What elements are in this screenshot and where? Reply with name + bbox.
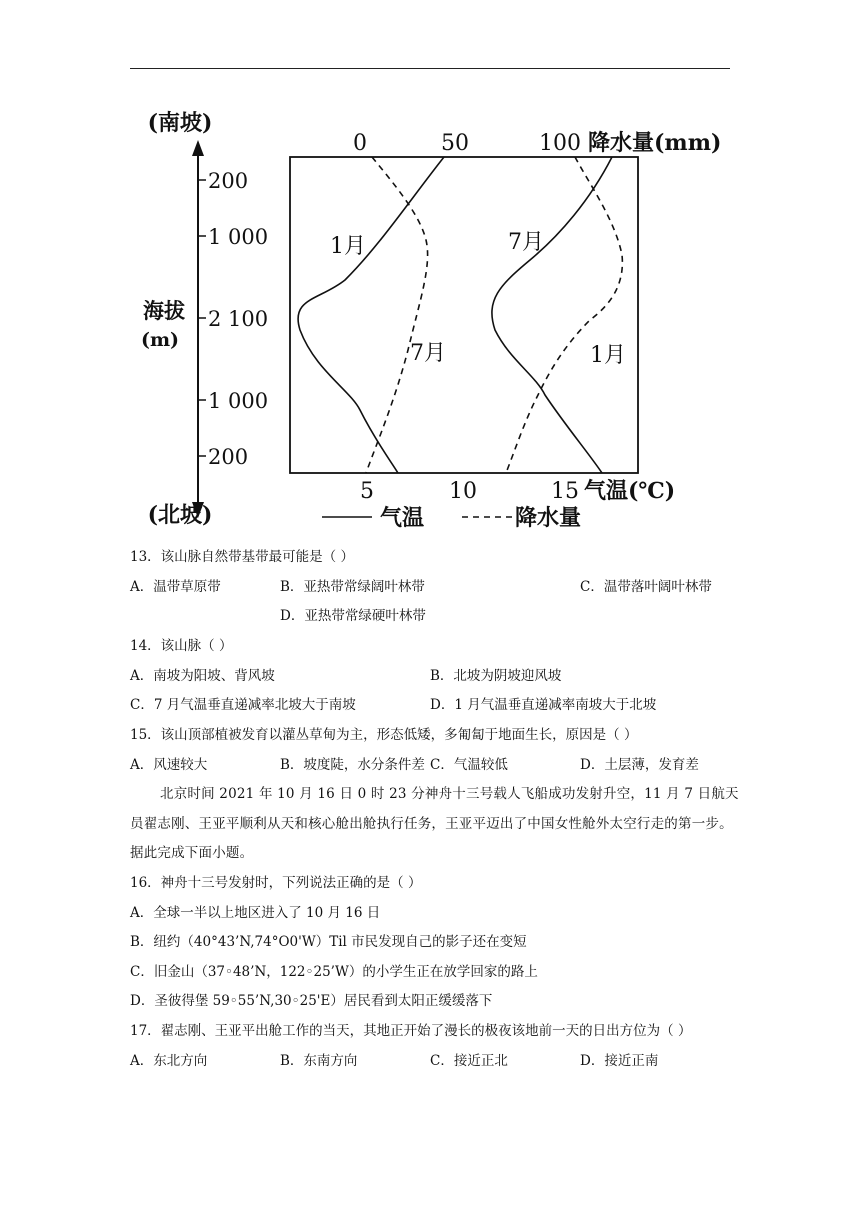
q16-option-c[interactable]: C．旧金山（37◦48’N，122◦25’W）的小学生正在放学回家的路上: [130, 964, 538, 980]
reading-passage: 北京时间 2021 年 10 月 16 日 0 时 23 分神舟十三号载人飞船成功发射升空，11 月 7 日航天员翟志刚、王亚平顺利从天和核心舱出舱执行任务，王亚平迈出了中国女性舱外太空行走的第一步。据此完成下面小题。: [130, 786, 739, 861]
temp-tick-label: 5: [360, 479, 374, 504]
precip-tick-label: 100: [539, 131, 581, 156]
altitude-tick-label: 1 000: [208, 389, 269, 413]
temp-curve-jan: [298, 157, 444, 473]
q13-option-a[interactable]: A．温带草原带: [130, 579, 221, 595]
question-17-stem: 17．翟志刚、王亚平出舱工作的当天，其地正开始了漫长的极夜该地前一天的日出方位为（ ）: [130, 1023, 692, 1039]
q13-option-d[interactable]: D．亚热带常绿硬叶林带: [280, 608, 426, 624]
altitude-tick-label: 200: [208, 445, 249, 469]
question-15-stem: 15．该山顶部植被发育以灌丛草甸为主，形态低矮，多匍匐于地面生长，原因是（ ）: [130, 727, 638, 743]
precip-curve-jul: [366, 157, 428, 473]
label-precip-jul: 7月: [410, 341, 446, 366]
south-slope-label: (南坡): [147, 110, 213, 136]
precip-axis-title: 降水量(mm): [588, 130, 722, 156]
q14-option-d[interactable]: D．1 月气温垂直递减率南坡大于北坡: [430, 697, 657, 713]
temp-tick-label: 15: [551, 479, 579, 504]
north-slope-label: (北坡): [147, 502, 213, 528]
temp-curve-jul: [492, 157, 612, 473]
q17-option-c[interactable]: C．接近正北: [430, 1053, 508, 1069]
plot-frame: [290, 157, 638, 473]
q14-option-c[interactable]: C．7 月气温垂直递减率北坡大于南坡: [130, 697, 356, 713]
legend-dashed-label: 降水量: [515, 505, 582, 531]
axis-arrow-up: [192, 140, 204, 156]
q14-option-b[interactable]: B．北坡为阴坡迎风坡: [430, 668, 562, 684]
label-precip-jan: 1月: [590, 343, 626, 368]
precip-curve-jan: [506, 157, 622, 473]
label-temp-jan: 1月: [330, 234, 366, 259]
q14-option-a[interactable]: A．南坡为阳坡、背风坡: [130, 668, 275, 684]
q15-option-a[interactable]: A．风速较大: [130, 757, 208, 773]
q17-option-b[interactable]: B．东南方向: [280, 1053, 358, 1069]
q16-option-b[interactable]: B．纽约（40°43’N,74°O0'W）Til 市民发现自己的影子还在变短: [130, 934, 527, 950]
altitude-ticks: [198, 169, 268, 469]
q17-option-a[interactable]: A．东北方向: [130, 1053, 208, 1069]
q17-option-d[interactable]: D．接近正南: [580, 1053, 659, 1069]
altitude-climate-figure: [0, 0, 860, 540]
precip-tick-label: 50: [441, 131, 469, 156]
q13-option-b[interactable]: B．亚热带常绿阔叶林带: [280, 579, 425, 595]
altitude-tick-label: 2 100: [208, 307, 269, 331]
temp-axis-title: 气温(℃): [584, 478, 676, 504]
question-13-stem: 13．该山脉自然带基带最可能是（ ）: [130, 549, 354, 565]
legend-solid-label: 气温: [380, 505, 425, 531]
q15-option-d[interactable]: D．土层薄，发育差: [580, 757, 699, 773]
question-14-stem: 14．该山脉（ ）: [130, 638, 233, 654]
question-16-stem: 16．神舟十三号发射时，下列说法正确的是（ ）: [130, 875, 422, 891]
q13-option-c[interactable]: C．温带落叶阔叶林带: [580, 579, 712, 595]
label-temp-jul: 7月: [508, 230, 544, 255]
q16-option-a[interactable]: A．全球一半以上地区进入了 10 月 16 日: [130, 905, 381, 921]
q15-option-b[interactable]: B．坡度陡，水分条件差: [280, 757, 425, 773]
altitude-label: 海拔: [143, 298, 185, 323]
altitude-unit: (m): [140, 329, 180, 351]
q15-option-c[interactable]: C．气温较低: [430, 757, 508, 773]
altitude-tick-label: 200: [208, 169, 249, 193]
q16-option-d[interactable]: D．圣彼得堡 59◦55’N,30◦25'E）居民看到太阳正缓缓落下: [130, 993, 493, 1009]
precip-tick-label: 0: [353, 131, 367, 156]
temp-tick-label: 10: [449, 479, 477, 504]
altitude-tick-label: 1 000: [208, 225, 269, 249]
